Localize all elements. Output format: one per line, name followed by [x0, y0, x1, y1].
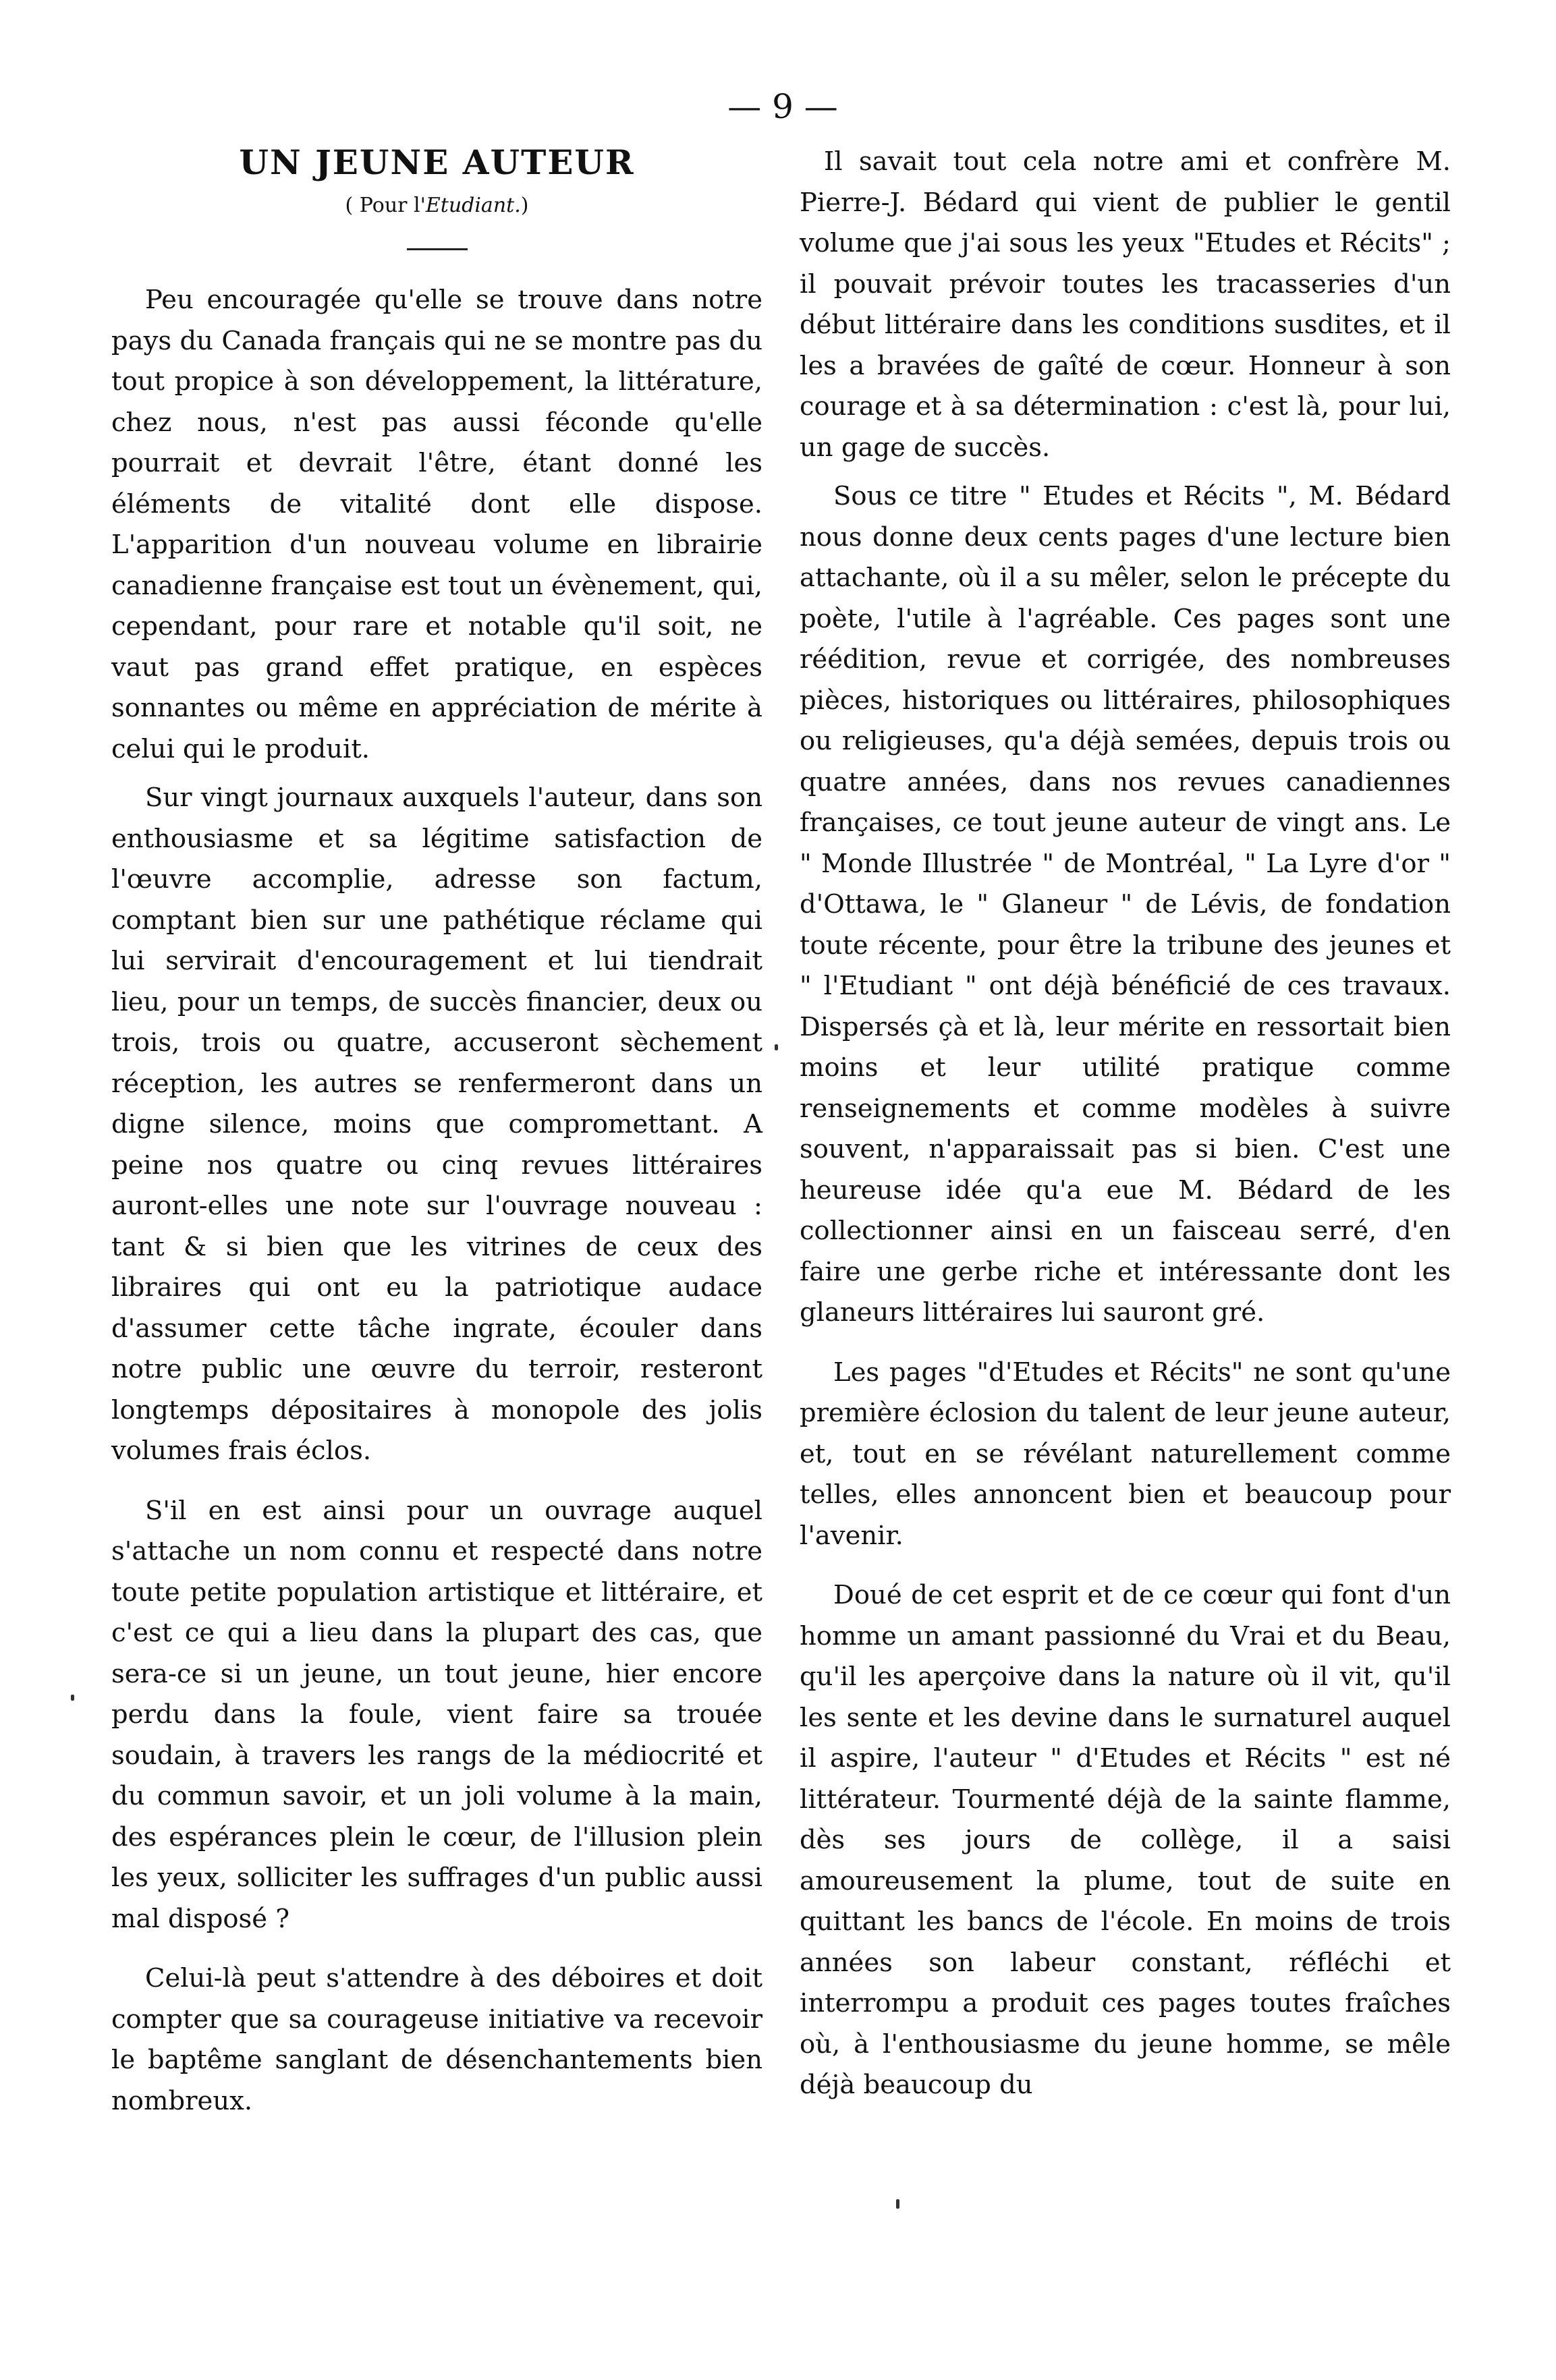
right-paragraph-1: Il savait tout cela notre ami et confrère M. Pierre-J. Bédard qui vient de publier le gentil volume que j'ai sous les yeux "Etudes et Récits" ; il pouvait prévoir toutes les tracasseries d'un début littéraire dans les conditions susdites, et il les a bravées de gaîté de cœur. Honneur à son courage et à sa détermination : c'est là, pour lui, un gage de succès. [800, 146, 1451, 463]
right-paragraph-4: Doué de cet esprit et de ce cœur qui font d'un homme un amant passionné du Vrai et du Beau, qu'il les aperçoive dans la nature où il vit, qu'il les sente et les devine dans le surnaturel auquel il aspire, l'auteur " d'Etudes et Récits " est né littérateur. Tourmenté déjà de la sainte flamme, dès ses jours de collège, il a saisi amoureusement la plume, tout de suite en quittant les bancs de l'école. En moins de trois années son labeur constant, réfléchi et interrompu a produit ces pages toutes fraîches où, à l'enthousiasme du jeune homme, se mêle déjà beaucoup du [800, 1580, 1451, 2100]
subtitle-emphasis: Etudiant. [425, 194, 521, 217]
subtitle-suffix: ) [520, 194, 529, 217]
title-divider [407, 248, 468, 250]
left-paragraph-2: Sur vingt journaux auxquels l'auteur, dans son enthousiasme et sa légitime satisfaction de l'œuvre accomplie, adresse son factum, comptant bien sur une pathétique réclame qui lui servirait d'encouragement et lui tiendrait lieu, pour un temps, de succès financier, deux ou trois, trois ou quatre, accuseront sèchement réception, les autres se renfermeront dans un digne silence, moins que compromettant. A peine nos quatre ou cinq revues littéraires auront-elles une note sur l'ouvrage nouveau : tant & si bien que les vitrines de ceux des libraires qui ont eu la patriotique audace d'assumer cette tâche ingrate, écouler dans notre public une œuvre du terroir, resteront longtemps dépositaires à monopole des jolis volumes frais éclos. [111, 783, 762, 1466]
page-number: — 9 — [727, 87, 838, 126]
print-speck [775, 1044, 778, 1050]
left-paragraph-4: Celui-là peut s'attendre à des déboires et doit compter que sa courageuse initiative va recevoir le baptême sanglant de désenchantements bien nombreux. [111, 1963, 762, 2116]
article-subtitle [111, 190, 762, 221]
left-column [111, 142, 762, 2122]
right-column [800, 142, 1451, 2106]
print-speck [896, 2199, 899, 2209]
right-paragraph-3: Les pages "d'Etudes et Récits" ne sont qu'une première éclosion du talent de leur jeune auteur, et, tout en se révélant naturellement comme telles, elles annoncent bien et beaucoup pour l'avenir. [800, 1357, 1451, 1551]
left-paragraph-3: S'il en est ainsi pour un ouvrage auquel s'attache un nom connu et respecté dans notre toute petite population artistique et littéraire, et c'est ce qui a lieu dans la plupart des cas, que sera-ce si un jeune, un tout jeune, hier encore perdu dans la foule, vient faire sa trouée soudain, à travers les rangs de la médiocrité et du commun savoir, et un joli volume à la main, des espérances plein le cœur, de l'illusion plein les yeux, solliciter les suffrages d'un public aussi mal disposé ? [111, 1495, 762, 1934]
right-paragraph-2: Sous ce titre " Etudes et Récits ", M. Bédard nous donne deux cents pages d'une lecture bien attachante, où il a su mêler, selon le précepte du poète, l'utile à l'agréable. Ces pages sont une réédition, revue et corrigée, des nombreuses pièces, historiques ou littéraires, philosophiques ou religieuses, qu'a déjà semées, depuis trois ou quatre années, dans nos revues canadiennes françaises, ce tout jeune auteur de vingt ans. Le " Monde Illustrée " de Montréal, " La Lyre d'or " d'Ottawa, le " Glaneur " de Lévis, de fondation toute récente, pour être la tribune des jeunes et " l'Etudiant " ont déjà bénéficié de ces travaux. Dispersés çà et là, leur mérite en ressortait bien moins et leur utilité pratique comme renseignements et comme modèles à suivre souvent, n'apparaissait pas si bien. C'est une heureuse idée qu'a eue M. Bédard de les collectionner ainsi en un faisceau serré, d'en faire une gerbe riche et intéressante dont les glaneurs littéraires lui sauront gré. [800, 481, 1451, 1328]
article-title: UN JEUNE AUTEUR [239, 142, 635, 182]
subtitle-prefix: ( Pour l' [345, 194, 426, 217]
print-speck [71, 1695, 74, 1701]
left-paragraph-1: Peu encouragée qu'elle se trouve dans notre pays du Canada français qui ne se montre pas du tout propice à son développement, la littérature, chez nous, n'est pas aussi féconde qu'elle pourrait et devrait l'être, étant donné les éléments de vitalité dont elle dispose. L'apparition d'un nouveau volume en librairie canadienne française est tout un évènement, qui, cependant, pour rare et notable qu'il soit, ne vaut pas grand effet pratique, en espèces sonnantes ou même en appréciation de mérite à celui qui le produit. [111, 285, 762, 764]
